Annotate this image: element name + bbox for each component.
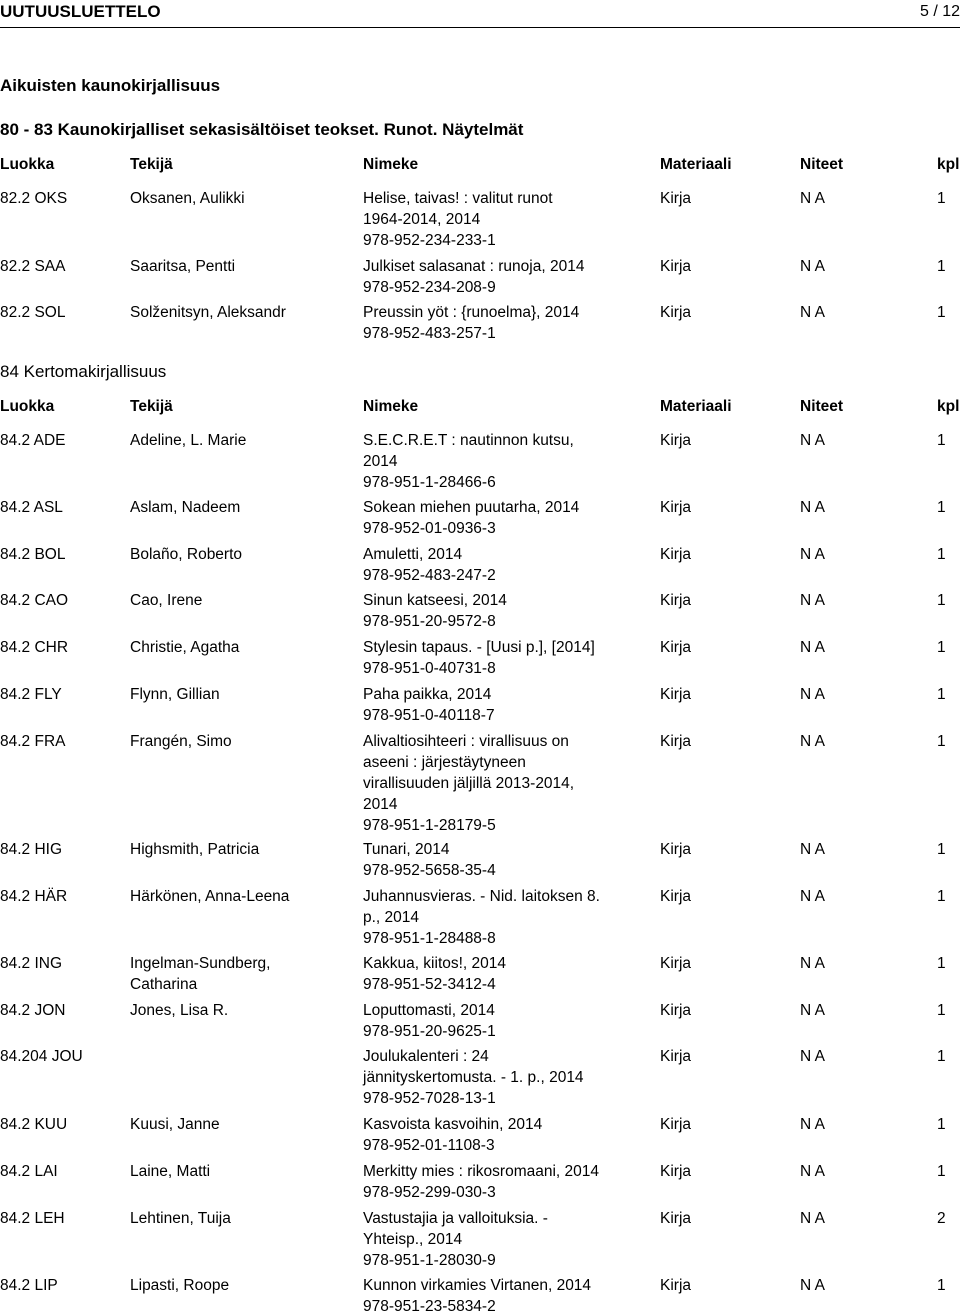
cell-tekija: Ingelman-Sundberg, Catharina: [130, 955, 271, 993]
column-header-niteet: Niteet: [800, 398, 844, 415]
cell-niteet: N A: [800, 733, 825, 750]
cell-tekija: Härkönen, Anna-Leena: [130, 888, 290, 905]
cell-niteet: N A: [800, 841, 825, 858]
cell-kpl: 1: [937, 733, 946, 750]
cell-niteet: N A: [800, 190, 825, 207]
cell-kpl: 1: [937, 686, 946, 703]
section-heading-84: 84 Kertomakirjallisuus: [0, 362, 167, 381]
cell-kpl: 1: [937, 304, 946, 321]
cell-niteet: N A: [800, 1163, 825, 1180]
cell-materiaali: Kirja: [660, 955, 692, 972]
column-header-luokka: Luokka: [0, 156, 55, 173]
cell-luokka: 84.2 BOL: [0, 546, 66, 563]
cell-materiaali: Kirja: [660, 1163, 692, 1180]
cell-tekija: Kuusi, Janne: [130, 1116, 220, 1133]
column-header-tekija: Tekijä: [130, 156, 173, 173]
cell-materiaali: Kirja: [660, 304, 692, 321]
cell-nimeke: Juhannusvieras. - Nid. laitoksen 8. p., 2014 978-951-1-28488-8: [363, 888, 600, 947]
cell-tekija: Frangén, Simo: [130, 733, 232, 750]
cell-materiaali: Kirja: [660, 592, 692, 609]
cell-tekija: Oksanen, Aulikki: [130, 190, 245, 207]
column-header-kpl: kpl: [937, 398, 960, 415]
cell-materiaali: Kirja: [660, 1210, 692, 1227]
cell-luokka: 84.2 LAI: [0, 1163, 58, 1180]
cell-tekija: Aslam, Nadeem: [130, 499, 241, 516]
cell-luokka: 84.2 CAO: [0, 592, 69, 609]
cell-kpl: 1: [937, 499, 946, 516]
cell-niteet: N A: [800, 546, 825, 563]
cell-nimeke: Sokean miehen puutarha, 2014 978-952-01-0936-3: [363, 499, 580, 537]
cell-tekija: Cao, Irene: [130, 592, 203, 609]
cell-tekija: Lehtinen, Tuija: [130, 1210, 231, 1227]
cell-niteet: N A: [800, 499, 825, 516]
cell-tekija: Lipasti, Roope: [130, 1277, 230, 1294]
cell-kpl: 1: [937, 841, 946, 858]
cell-luokka: 84.2 FLY: [0, 686, 62, 703]
cell-niteet: N A: [800, 888, 825, 905]
cell-kpl: 1: [937, 432, 946, 449]
cell-materiaali: Kirja: [660, 1277, 692, 1294]
cell-luokka: 84.2 HIG: [0, 841, 63, 858]
cell-tekija: Highsmith, Patricia: [130, 841, 260, 858]
cell-tekija: Bolaño, Roberto: [130, 546, 243, 563]
cell-materiaali: Kirja: [660, 1116, 692, 1133]
column-header-nimeke: Nimeke: [363, 156, 419, 173]
cell-luokka: 84.2 CHR: [0, 639, 69, 656]
cell-nimeke: S.E.C.R.E.T : nautinnon kutsu, 2014 978-951-1-28466-6: [363, 432, 574, 491]
cell-nimeke: Alivaltiosihteeri : virallisuus on aseeni : järjestäytyneen virallisuuden jäljillä 2013-2014, 2014 978-951-1-28179-5: [363, 733, 575, 834]
cell-materiaali: Kirja: [660, 733, 692, 750]
cell-kpl: 1: [937, 955, 946, 972]
cell-niteet: N A: [800, 258, 825, 275]
cell-kpl: 1: [937, 888, 946, 905]
cell-luokka: 84.2 ADE: [0, 432, 66, 449]
cell-luokka: 84.2 HÄR: [0, 888, 68, 905]
category-heading: Aikuisten kaunokirjallisuus: [0, 76, 221, 95]
cell-luokka: 84.2 JON: [0, 1002, 66, 1019]
cell-kpl: 1: [937, 592, 946, 609]
cell-kpl: 1: [937, 1163, 946, 1180]
cell-niteet: N A: [800, 1277, 825, 1294]
cell-luokka: 84.204 JOU: [0, 1048, 83, 1065]
cell-nimeke: Kunnon virkamies Virtanen, 2014 978-951-23-5834-2: [363, 1277, 592, 1313]
cell-materiaali: Kirja: [660, 1002, 692, 1019]
cell-nimeke: Paha paikka, 2014 978-951-0-40118-7: [363, 686, 495, 724]
cell-nimeke: Loputtomasti, 2014 978-951-20-9625-1: [363, 1002, 496, 1040]
cell-tekija: Laine, Matti: [130, 1163, 211, 1180]
cell-tekija: Flynn, Gillian: [130, 686, 220, 703]
cell-tekija: Christie, Agatha: [130, 639, 240, 656]
cell-tekija: Jones, Lisa R.: [130, 1002, 229, 1019]
cell-materiaali: Kirja: [660, 190, 692, 207]
cell-nimeke: Sinun katseesi, 2014 978-951-20-9572-8: [363, 592, 507, 630]
column-header-kpl: kpl: [937, 156, 960, 173]
cell-kpl: 2: [937, 1210, 946, 1227]
cell-niteet: N A: [800, 304, 825, 321]
column-header-tekija: Tekijä: [130, 398, 173, 415]
cell-kpl: 1: [937, 546, 946, 563]
cell-nimeke: Stylesin tapaus. - [Uusi p.], [2014] 978-951-0-40731-8: [363, 639, 595, 677]
cell-niteet: N A: [800, 1048, 825, 1065]
column-header-materiaali: Materiaali: [660, 156, 732, 173]
column-header-materiaali: Materiaali: [660, 398, 732, 415]
cell-luokka: 84.2 FRA: [0, 733, 66, 750]
cell-materiaali: Kirja: [660, 258, 692, 275]
cell-nimeke: Helise, taivas! : valitut runot 1964-2014, 2014 978-952-234-233-1: [363, 190, 553, 249]
cell-niteet: N A: [800, 686, 825, 703]
cell-luokka: 82.2 SOL: [0, 304, 66, 321]
cell-niteet: N A: [800, 1210, 825, 1227]
cell-niteet: N A: [800, 1002, 825, 1019]
cell-materiaali: Kirja: [660, 546, 692, 563]
cell-niteet: N A: [800, 592, 825, 609]
cell-materiaali: Kirja: [660, 432, 692, 449]
cell-materiaali: Kirja: [660, 639, 692, 656]
page-number: 5 / 12: [919, 3, 960, 20]
cell-luokka: 84.2 ING: [0, 955, 63, 972]
cell-niteet: N A: [800, 955, 825, 972]
cell-kpl: 1: [937, 1277, 946, 1294]
cell-luokka: 84.2 ASL: [0, 499, 63, 516]
cell-luokka: 84.2 LEH: [0, 1210, 65, 1227]
cell-luokka: 84.2 LIP: [0, 1277, 58, 1294]
cell-nimeke: Tunari, 2014 978-952-5658-35-4: [363, 841, 496, 879]
cell-tekija: Solženitsyn, Aleksandr: [130, 304, 286, 321]
cell-kpl: 1: [937, 258, 946, 275]
header-divider: [0, 27, 960, 28]
cell-nimeke: Kakkua, kiitos!, 2014 978-951-52-3412-4: [363, 955, 507, 993]
cell-luokka: 82.2 OKS: [0, 190, 68, 207]
page-header-title: UUTUUSLUETTELO: [0, 2, 161, 21]
cell-materiaali: Kirja: [660, 888, 692, 905]
cell-nimeke: Merkitty mies : rikosromaani, 2014 978-952-299-030-3: [363, 1163, 600, 1201]
cell-luokka: 82.2 SAA: [0, 258, 66, 275]
cell-nimeke: Julkiset salasanat : runoja, 2014 978-952-234-208-9: [363, 258, 585, 296]
cell-kpl: 1: [937, 190, 946, 207]
cell-luokka: 84.2 KUU: [0, 1116, 68, 1133]
cell-nimeke: Vastustajia ja valloituksia. - Yhteisp., 2014 978-951-1-28030-9: [363, 1210, 548, 1269]
cell-niteet: N A: [800, 639, 825, 656]
cell-kpl: 1: [937, 639, 946, 656]
cell-niteet: N A: [800, 1116, 825, 1133]
cell-materiaali: Kirja: [660, 499, 692, 516]
cell-nimeke: Joulukalenteri : 24 jännityskertomusta. - 1. p., 2014 978-952-7028-13-1: [363, 1048, 584, 1107]
cell-kpl: 1: [937, 1116, 946, 1133]
column-header-niteet: Niteet: [800, 156, 844, 173]
cell-materiaali: Kirja: [660, 841, 692, 858]
cell-tekija: Saaritsa, Pentti: [130, 258, 236, 275]
cell-niteet: N A: [800, 432, 825, 449]
cell-nimeke: Kasvoista kasvoihin, 2014 978-952-01-1108-3: [363, 1116, 543, 1154]
cell-kpl: 1: [937, 1048, 946, 1065]
column-header-luokka: Luokka: [0, 398, 55, 415]
cell-nimeke: Amuletti, 2014 978-952-483-247-2: [363, 546, 496, 584]
cell-nimeke: Preussin yöt : {runoelma}, 2014 978-952-483-257-1: [363, 304, 580, 342]
cell-tekija: Adeline, L. Marie: [130, 432, 247, 449]
cell-kpl: 1: [937, 1002, 946, 1019]
section-heading-80-83: 80 - 83 Kaunokirjalliset sekasisältöiset teokset. Runot. Näytelmät: [0, 120, 524, 139]
column-header-nimeke: Nimeke: [363, 398, 419, 415]
cell-materiaali: Kirja: [660, 1048, 692, 1065]
cell-materiaali: Kirja: [660, 686, 692, 703]
